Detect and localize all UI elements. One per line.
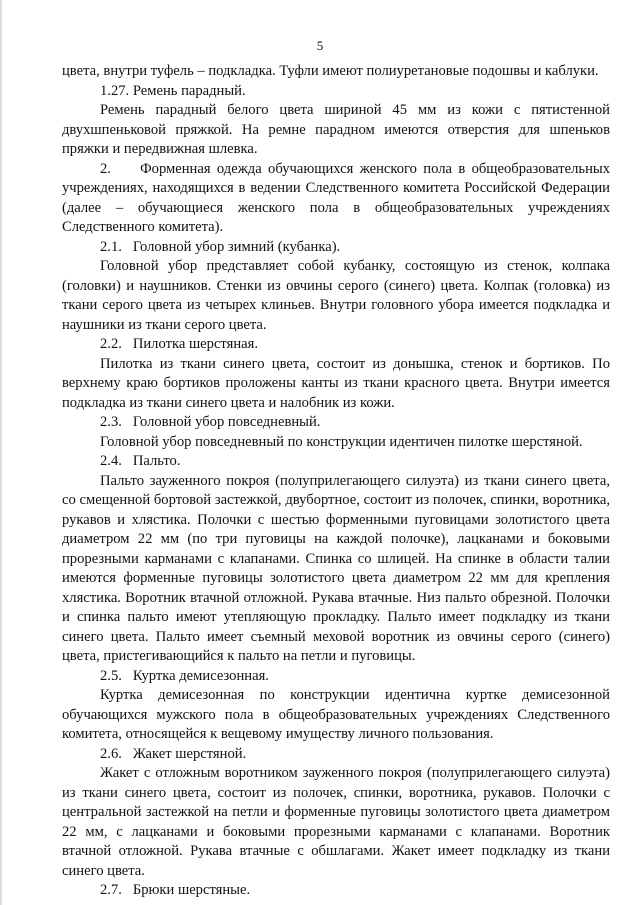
body-paragraph: Жакет с отложным воротником зауженного покроя (полуприлегающего силуэта) из ткани синего цвета, состоит из полочек, спинки, воротника, рукавов. Полочки с центральной застежкой на петли и форменные пуговицы золотистого цвета диаметром 22 мм, с лацканами и боковыми прорезными карманами с клапанами. Воротник втачной отложной. Рукава втачные с обшлагами. Жакет имеет подкладку из ткани синего цвета. xyxy=(62,765,610,879)
section-heading: 2.3. Головной убор повседневный. xyxy=(100,414,321,430)
section-heading: 1.27. Ремень парадный. xyxy=(100,82,246,99)
section-heading: 2.1. Головной убор зимний (кубанка). xyxy=(100,238,341,255)
page-number: 5 xyxy=(316,38,324,53)
body-paragraph: Головной убор представляет собой кубанку, состоящую из стенок, колпака (головки) и наушников. Стенки из овчины серого (синего) цвета. Колпак (головка) из ткани серого цвета из четырех клиньев. Внутри головного убора имеется подкладка и наушники из ткани серого цвета. xyxy=(62,258,610,333)
section-heading: 2.6. Жакет шерстяной. xyxy=(100,745,247,762)
document-body xyxy=(62,62,610,901)
section-heading: 2.2. Пилотка шерстяная. xyxy=(100,336,258,352)
body-paragraph: цвета, внутри туфель – подкладка. Туфли имеют полиуретановые подошвы и каблуки. xyxy=(62,63,599,79)
body-paragraph: Пальто зауженного покроя (полуприлегающего силуэта) из ткани синего цвета, со смещенной бортовой застежкой, двубортное, состоит из полочек, спинки, воротника, рукавов и хлястика. Полочки с шестью форменными пуговицами золотистого цвета диаметром 22 мм (по три пуговицы на каждой полочке), лацканами и боковыми прорезными карманами с клапанами. Спинка со шлицей. На спинке в области талии имеются форменные пуговицы золотистого цвета диаметром 22 мм для крепления хлястика. Воротник втачной отложной. Рукава втачные. Низ пальто обрезной. Полочки и спинка пальто имеют утепляющую прокладку. Пальто имеет подкладку из ткани синего цвета. Пальто имеет съемный меховой воротник из овчины серого (синего) цвета, пристегивающийся к пальто на петли и пуговицы. xyxy=(62,472,610,664)
body-paragraph: Пилотка из ткани синего цвета, состоит из донышка, стенок и бортиков. По верхнему краю бортиков проложены канты из ткани красного цвета. Внутри имеется подкладка из ткани синего цвета и налобник из кожи. xyxy=(62,355,610,411)
section-heading: 2.7. Брюки шерстяные. xyxy=(100,882,251,898)
section-heading: 2.5. Куртка демисезонная. xyxy=(100,667,269,684)
body-paragraph: Ремень парадный белого цвета шириной 45 мм из кожи с пятистенной двухшпеньковой пряжкой. На ремне парадном имеются отверстия для шпеньков пряжки и передвижная шлевка. xyxy=(62,102,610,157)
scan-edge xyxy=(0,0,3,905)
body-paragraph: 2. Форменная одежда обучающихся женского пола в общеобразовательных учреждениях, находящихся в ведении Следственного комитета Российской Федерации (далее – обучающиеся женского пола в общеобразовательных учреждениях Следственного комитета). xyxy=(62,160,610,235)
body-paragraph: Головной убор повседневный по конструкции идентичен пилотке шерстяной. xyxy=(100,433,583,450)
body-paragraph: Куртка демисезонная по конструкции идентична куртке демисезонной обучающихся мужского пола в общеобразовательных учреждениях Следственного комитета, относящейся к вещевому имуществу личного пользования. xyxy=(62,687,610,742)
section-heading: 2.4. Пальто. xyxy=(100,453,181,469)
